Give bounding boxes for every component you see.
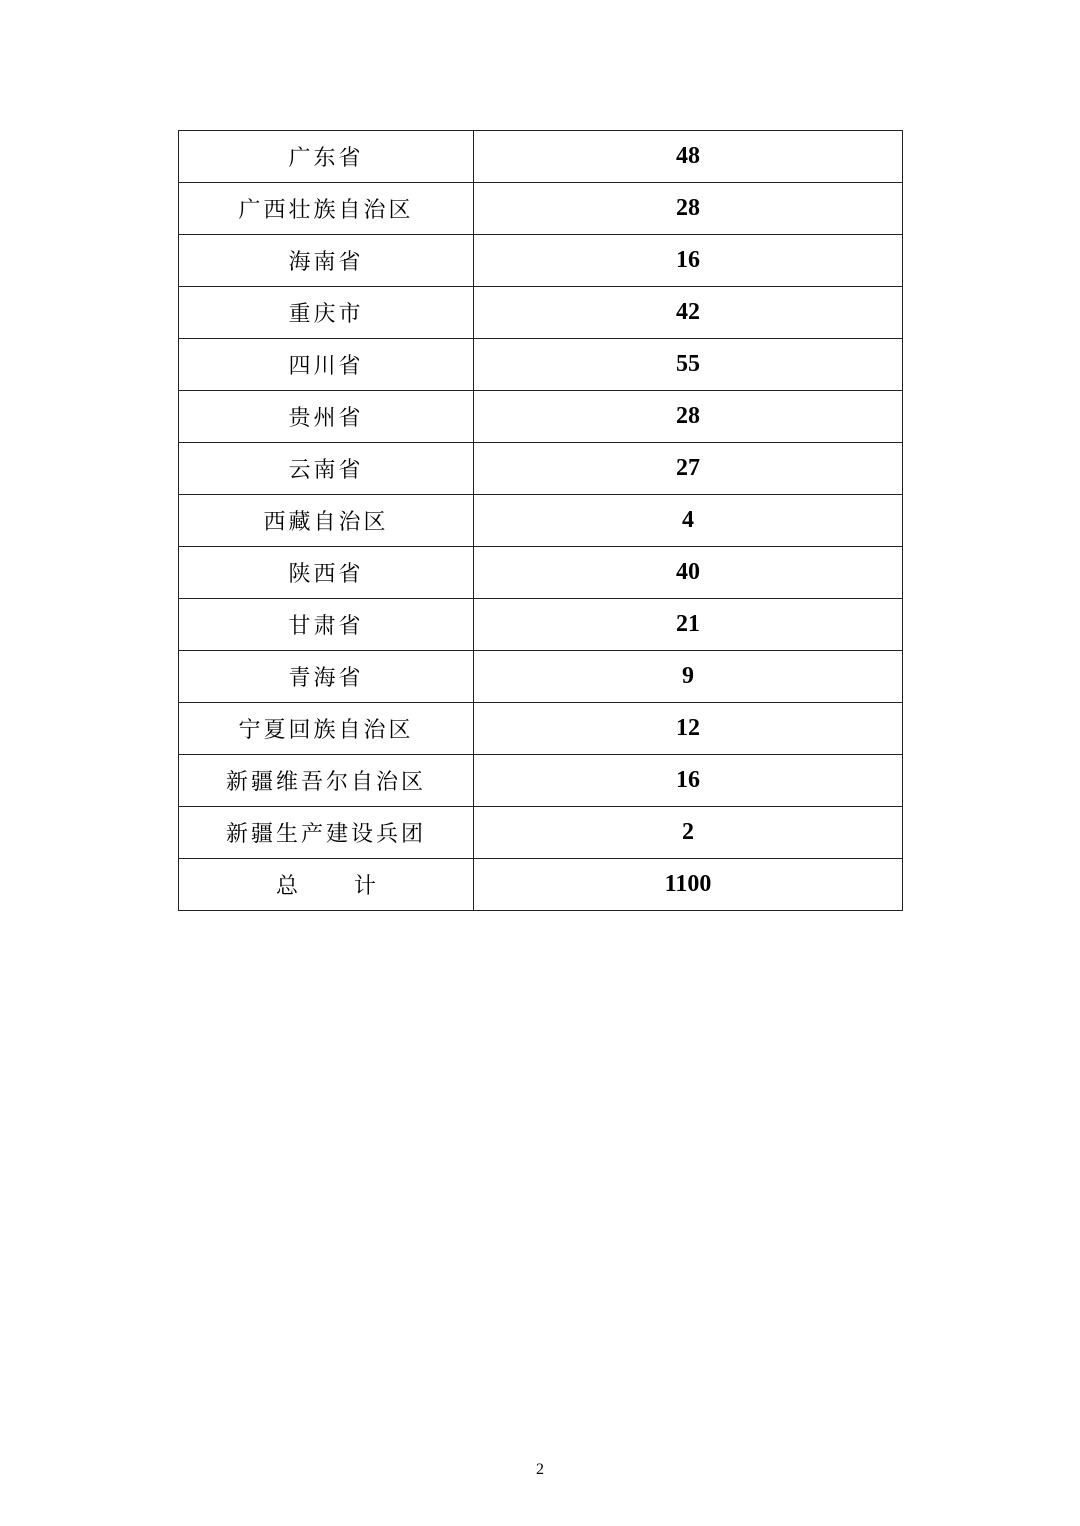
table-row [179, 339, 903, 391]
region-name: 广东省 [179, 131, 474, 183]
total-label-part2: 计 [354, 874, 377, 899]
table-row [179, 547, 903, 599]
region-count: 27 [474, 443, 903, 495]
region-name: 新疆维吾尔自治区 [179, 755, 474, 807]
region-count: 16 [474, 755, 903, 807]
total-label [179, 859, 474, 911]
table-row [179, 495, 903, 547]
region-name: 四川省 [179, 339, 474, 391]
region-name: 新疆生产建设兵团 [179, 807, 474, 859]
region-count: 28 [474, 391, 903, 443]
page-number: 2 [536, 1461, 544, 1478]
region-count: 12 [474, 703, 903, 755]
region-name: 广西壮族自治区 [179, 183, 474, 235]
table-row [179, 651, 903, 703]
region-count: 4 [474, 495, 903, 547]
total-row [179, 859, 903, 911]
region-name: 宁夏回族自治区 [179, 703, 474, 755]
region-name: 重庆市 [179, 287, 474, 339]
table-row [179, 391, 903, 443]
region-name: 西藏自治区 [179, 495, 474, 547]
region-name: 甘肃省 [179, 599, 474, 651]
total-label-part1: 总 [275, 874, 298, 899]
region-name: 陕西省 [179, 547, 474, 599]
region-count: 42 [474, 287, 903, 339]
region-count: 40 [474, 547, 903, 599]
table-row [179, 131, 903, 183]
table-row [179, 287, 903, 339]
table-row [179, 807, 903, 859]
total-count: 1100 [474, 859, 903, 911]
region-name: 海南省 [179, 235, 474, 287]
table-row [179, 235, 903, 287]
region-count: 55 [474, 339, 903, 391]
region-count: 16 [474, 235, 903, 287]
region-count: 21 [474, 599, 903, 651]
table-row [179, 703, 903, 755]
table-row [179, 599, 903, 651]
table-row [179, 443, 903, 495]
region-name: 云南省 [179, 443, 474, 495]
region-name: 贵州省 [179, 391, 474, 443]
region-count: 28 [474, 183, 903, 235]
region-count: 48 [474, 131, 903, 183]
quota-table [178, 130, 903, 911]
region-name: 青海省 [179, 651, 474, 703]
region-count: 9 [474, 651, 903, 703]
region-count: 2 [474, 807, 903, 859]
table-row [179, 183, 903, 235]
table-row [179, 755, 903, 807]
